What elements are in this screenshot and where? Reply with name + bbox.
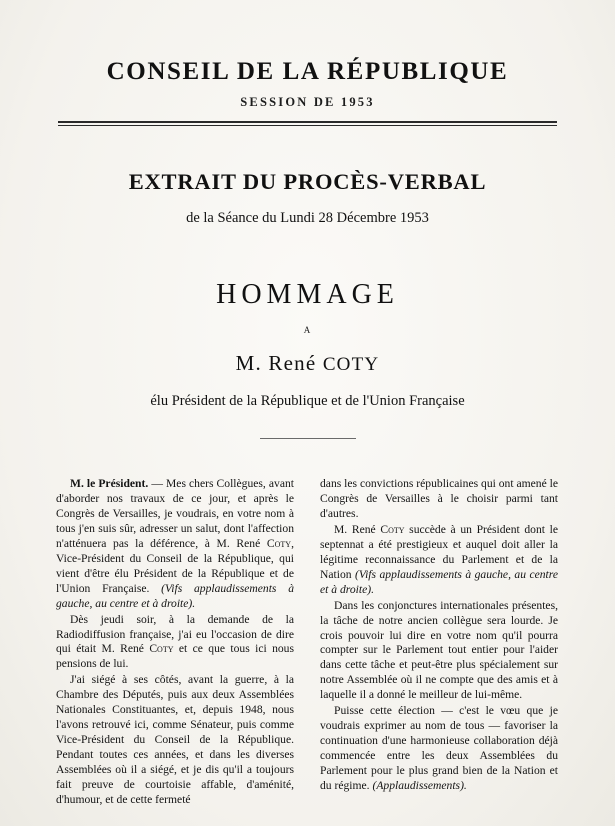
paragraph-text: Dans les conjonctures internationales présentes, la tâche de notre ancien collègue sera lourde. Je crois pouvoir lui dire en votre nom qu'il pourra compter sur le Parlement tout entier pour l'aider dans cette tâche et peut-être plus spécialement sur notre Assemblée où il ne compte que des amis et à laquelle il a donné le meilleur de lui-même. [320,598,558,702]
paragraph [56,613,294,673]
session-date-line: de la Séance du Lundi 28 Décembre 1953 [186,210,429,226]
left-column [56,477,294,808]
stage-direction: (Vifs applaudissements à gauche, au centre et à droite). [56,581,294,610]
honoree-prefix: M. René [235,351,323,375]
masthead-title: CONSEIL DE LA RÉPUBLIQUE [106,58,509,85]
paragraph-text: dans les convictions républicaines qui ont amené le Congrès de Versailles à le choisir parmi tant d'autres. [320,477,558,520]
masthead-divider [58,121,557,126]
paragraph-text: Puisse cette élection — c'est le vœu que je voudrais exprimer au nom de tous — favoriser la continuation d'une harmonieuse collaboration déjà commencée entre les deux Assemblées du Parlement pour le plus grand bien de la Nation et du régime. [320,704,558,793]
paragraph [320,704,558,794]
paragraph [320,477,558,522]
name-smallcaps: Coty [266,536,292,550]
paragraph-text: — Mes chers Collègues, avant d'aborder nos travaux de ce jour, et après le Congrès de Versailles, je voudrais, en votre nom à tous j'en suis sûr, adresser un salut, dont l'affection n'atténuera pas la déférence, à M. René [56,477,295,550]
speaker-label: M. le Président. [70,477,149,490]
paragraph [320,599,558,704]
paragraph [56,673,294,808]
paragraph-text: J'ai siégé à ses côtés, avant la guerre, à la Chambre des Députés, puis aux deux Assemblées Nationales Constituantes, et, depuis 1948, nous l'avons retrouvé ici, comme Sénateur, puis comme Vice-Président du Conseil de la République. Pendant toutes ces années, et dans les diverses Assemblées où il a siégé, et je dis qu'il a toujours fait preuve de courtoisie affable, d'aménité, d'humour, et de cette fermeté [56,673,294,807]
page-title: EXTRAIT DU PROCÈS-VERBAL [128,169,487,194]
paragraph [320,523,558,598]
honoree-surname: COTY [322,354,380,375]
masthead-subtitle: SESSION DE 1953 [240,95,375,109]
paragraph-text: M. René [334,522,381,536]
paragraph-text-cont: , Vice-Président du Conseil de la République, qui vient d'être élu Président de la République et de l'Union Française. [56,536,294,595]
stage-direction: (Vifs applaudissements à gauche, au centre et à droite). [320,567,558,596]
name-smallcaps: Coty [380,522,405,536]
name-smallcaps: Coty [149,642,174,656]
hommage-heading: HOMMAGE [216,279,399,310]
stage-direction: (Applaudissements). [372,779,467,793]
paragraph-text: Dès jeudi soir, à la demande de la Radiodiffusion française, j'ai eu l'occasion de dire qui était M. René [56,612,294,656]
paragraph-text-cont: succède à un Président dont le septennat a été prestigieux et auquel doit aller la légitime reconnaissance du Parlement et de la Nation [320,522,559,581]
elected-subtitle: élu Président de la République et de l'Union Française [150,393,465,409]
body-columns [56,477,559,808]
right-column [320,477,558,794]
honoree-name [56,351,559,376]
document-content [56,40,559,808]
dedication-preposition: A [303,325,312,335]
paragraph [56,477,294,612]
paragraph-text-cont: et ce que tous ici nous pensions de lui. [56,642,294,671]
section-divider [260,438,356,439]
